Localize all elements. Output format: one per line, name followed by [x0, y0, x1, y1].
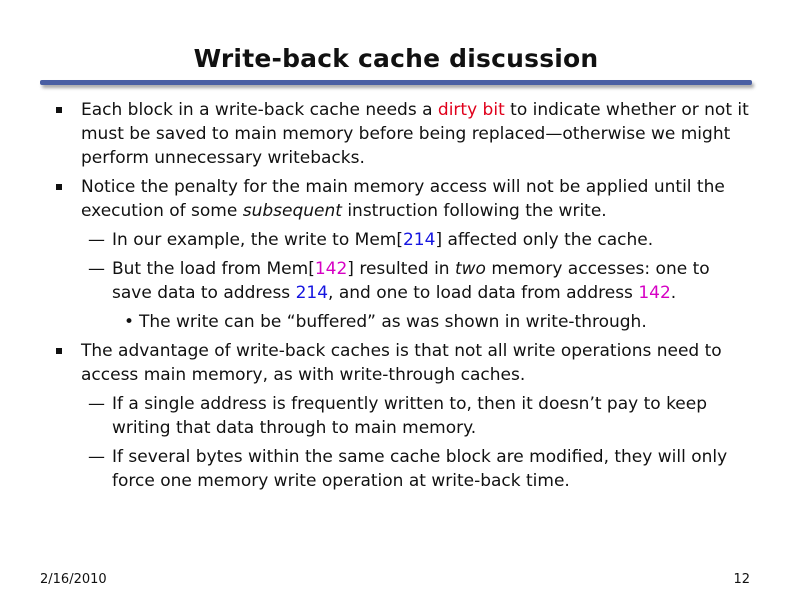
- bullet-text: memory accesses: one to save data to address: [112, 259, 710, 303]
- dash-bullet-icon: —: [88, 447, 105, 467]
- bullet-advantage: [52, 339, 752, 387]
- sub-bullet-load-example: [52, 257, 752, 305]
- bullet-text: ] affected only the cache.: [435, 230, 654, 250]
- address-142: 142: [638, 283, 671, 303]
- bullet-text: In our example, the write to Mem[: [112, 230, 403, 250]
- subsequent-term: subsequent: [242, 201, 342, 221]
- dash-bullet-icon: —: [88, 230, 105, 250]
- bullet-text: If several bytes within the same cache block are modified, they will only force one memory write operation at write-back time.: [112, 447, 728, 491]
- bullet-text: ] resulted in: [347, 259, 455, 279]
- bullet-dirty-bit: [52, 98, 752, 170]
- slide-body: [52, 98, 752, 498]
- dirty-bit-term: dirty bit: [437, 100, 505, 120]
- slide-title: Write-back cache discussion: [193, 44, 599, 73]
- square-bullet-icon: [56, 348, 62, 354]
- slide-date: 2/16/2010: [40, 572, 107, 587]
- dash-bullet-icon: —: [88, 259, 105, 279]
- sub-bullet-same-block: [52, 445, 752, 493]
- address-214: 214: [402, 230, 436, 250]
- sub-sub-bullet-buffered: [52, 310, 752, 334]
- sub-bullet-frequent-writes: [52, 392, 752, 440]
- bullet-text: If a single address is frequently written to, then it doesn’t pay to keep writing that data through to main memory.: [112, 394, 708, 438]
- dot-bullet-icon: •: [124, 312, 135, 332]
- bullet-text: The advantage of write-back caches is that not all write operations need to access main memory, as with write-through caches.: [81, 341, 722, 385]
- bullet-text: Each block in a write-back cache needs a: [81, 100, 438, 120]
- square-bullet-icon: [56, 184, 62, 190]
- title-divider: [40, 80, 752, 85]
- address-142: 142: [314, 259, 348, 279]
- bullet-text: But the load from Mem[: [112, 259, 315, 279]
- sub-bullet-write-example: [52, 228, 752, 252]
- bullet-text: , and one to load data from address: [328, 283, 639, 303]
- bullet-penalty: [52, 175, 752, 223]
- dash-bullet-icon: —: [88, 394, 105, 414]
- slide-number: 12: [733, 572, 750, 587]
- square-bullet-icon: [56, 107, 62, 113]
- address-214: 214: [295, 283, 329, 303]
- bullet-text: to indicate whether or not it must be saved to main memory before being replaced—otherwise we might perform unnecessary writebacks.: [81, 100, 749, 168]
- two-term: two: [454, 259, 486, 279]
- bullet-text: instruction following the write.: [341, 201, 607, 221]
- bullet-text: .: [670, 283, 677, 303]
- bullet-text: Notice the penalty for the main memory access will not be applied until the execution of some: [81, 177, 725, 221]
- bullet-text: The write can be “buffered” as was shown in write-through.: [139, 312, 647, 332]
